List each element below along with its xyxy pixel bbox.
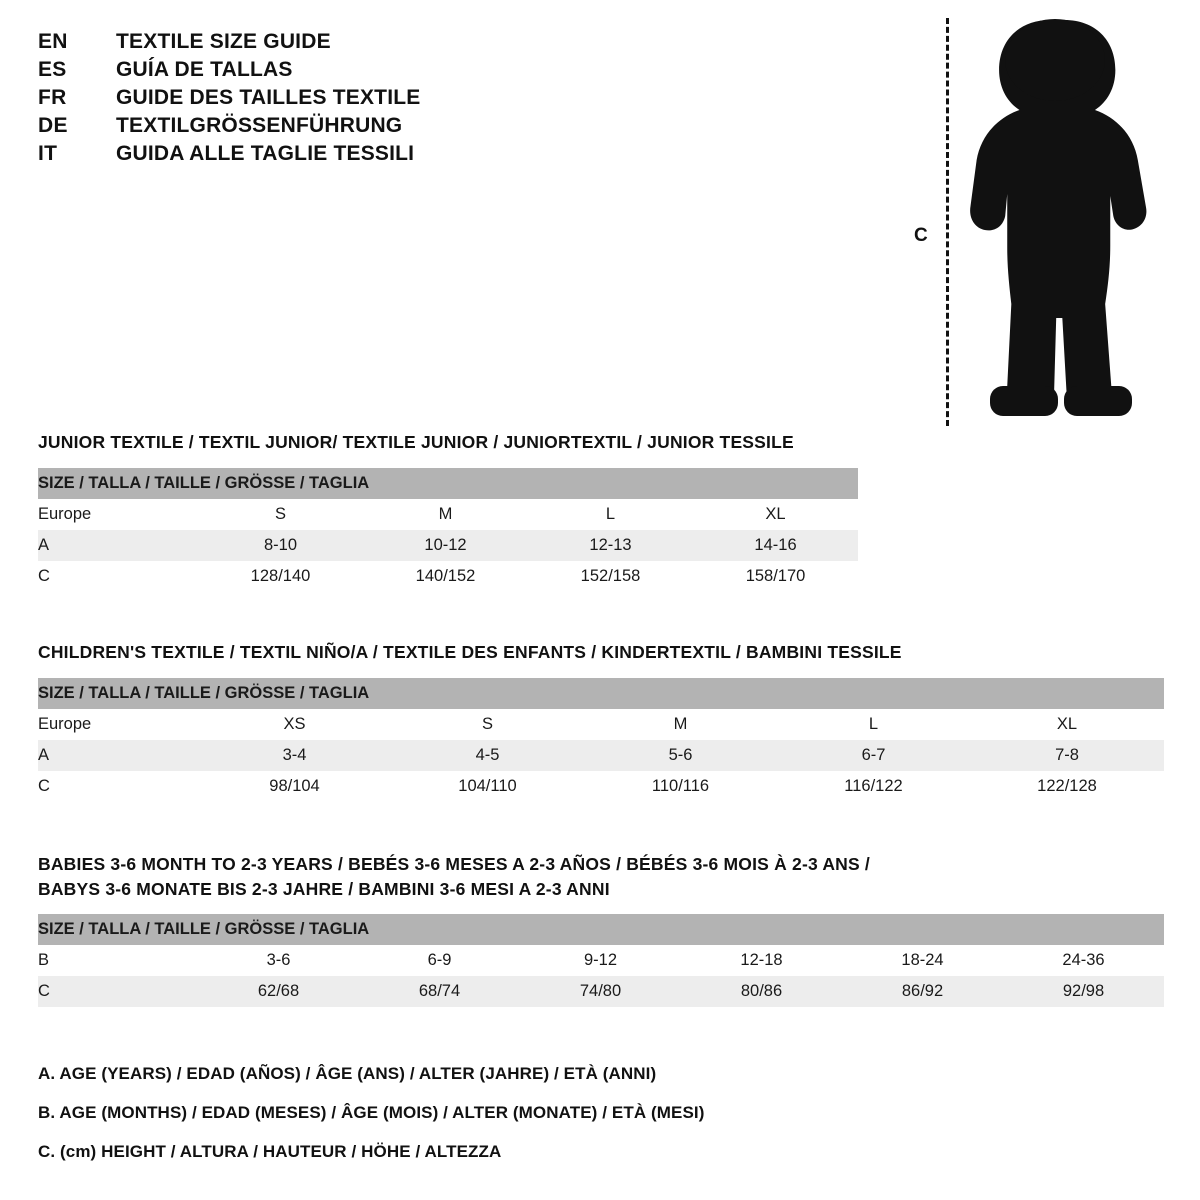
cell-value: S [391,709,584,740]
table-row [38,499,858,530]
cell-value: 6-7 [777,740,970,771]
cell-value: 24-36 [1003,945,1164,976]
table-row [38,976,1164,1007]
legend [38,1065,1038,1182]
table-header-row [38,678,1164,709]
child-silhouette-icon [954,18,1154,428]
cell-value: 12-18 [681,945,842,976]
legend-line-a: A. AGE (YEARS) / EDAD (AÑOS) / ÂGE (ANS) / ALTER (JAHRE) / ETÀ (ANNI) [38,1064,657,1083]
height-dashed-line [946,18,949,426]
cell-value: 7-8 [970,740,1164,771]
table-header-label: SIZE / TALLA / TAILLE / GRÖSSE / TAGLIA [38,468,858,499]
table-header-label: SIZE / TALLA / TAILLE / GRÖSSE / TAGLIA [38,678,1164,709]
cell-value: 62/68 [198,976,359,1007]
language-code: DE [38,114,68,137]
cell-value: 92/98 [1003,976,1164,1007]
junior-size-table [38,468,858,592]
babies-section [38,852,1164,1007]
table-header-label: SIZE / TALLA / TAILLE / GRÖSSE / TAGLIA [38,914,1164,945]
cell-value: L [777,709,970,740]
language-title: TEXTILGRÖSSENFÜHRUNG [116,114,403,137]
cell-value: XL [693,499,858,530]
junior-section [38,430,858,592]
cell-value: 68/74 [359,976,520,1007]
cell-value: 152/158 [528,561,693,592]
language-row [38,58,598,82]
children-section [38,640,1164,802]
cell-value: 6-9 [359,945,520,976]
cell-value: XL [970,709,1164,740]
height-figure [900,10,1160,430]
babies-section-title-line1: BABIES 3-6 MONTH TO 2-3 YEARS / BEBÉS 3-6 MESES A 2-3 AÑOS / BÉBÉS 3-6 MOIS À 2-3 ANS / [38,854,870,874]
cell-value: 158/170 [693,561,858,592]
cell-value: 5-6 [584,740,777,771]
language-row [38,114,598,138]
row-label: A [38,530,198,561]
cell-value: 10-12 [363,530,528,561]
language-code: IT [38,142,58,165]
legend-line-b: B. AGE (MONTHS) / EDAD (MESES) / ÂGE (MOIS) / ALTER (MONATE) / ETÀ (MESI) [38,1103,705,1122]
cell-value: 140/152 [363,561,528,592]
language-titles [38,30,598,170]
cell-value: 18-24 [842,945,1003,976]
cell-value: 12-13 [528,530,693,561]
table-header-row [38,468,858,499]
row-label: Europe [38,709,198,740]
cell-value: 74/80 [520,976,681,1007]
table-row [38,530,858,561]
babies-size-table [38,914,1164,1007]
junior-section-title: JUNIOR TEXTILE / TEXTIL JUNIOR/ TEXTILE JUNIOR / JUNIORTEXTIL / JUNIOR TESSILE [38,432,794,452]
babies-section-title-line2: BABYS 3-6 MONATE BIS 2-3 JAHRE / BAMBINI 3-6 MESI A 2-3 ANNI [38,879,610,900]
language-code: ES [38,58,67,81]
cell-value: 14-16 [693,530,858,561]
cell-value: 3-6 [198,945,359,976]
language-row [38,142,598,166]
cell-value: 128/140 [198,561,363,592]
cell-value: 122/128 [970,771,1164,802]
cell-value: 8-10 [198,530,363,561]
table-row [38,740,1164,771]
cell-value: 80/86 [681,976,842,1007]
cell-value: M [584,709,777,740]
language-title: GUÍA DE TALLAS [116,58,293,81]
row-label: C [38,561,198,592]
row-label: A [38,740,198,771]
table-row [38,945,1164,976]
language-title: TEXTILE SIZE GUIDE [116,30,331,53]
language-code: FR [38,86,67,109]
language-code: EN [38,30,68,53]
cell-value: 110/116 [584,771,777,802]
cell-value: S [198,499,363,530]
language-row [38,86,598,110]
cell-value: 9-12 [520,945,681,976]
cell-value: 104/110 [391,771,584,802]
cell-value: 3-4 [198,740,391,771]
legend-line-c: C. (cm) HEIGHT / ALTURA / HAUTEUR / HÖHE / ALTEZZA [38,1142,502,1161]
cell-value: M [363,499,528,530]
figure-measure-label: C [914,225,928,246]
row-label: C [38,771,198,802]
row-label: B [38,945,198,976]
children-section-title: CHILDREN'S TEXTILE / TEXTIL NIÑO/A / TEXTILE DES ENFANTS / KINDERTEXTIL / BAMBINI TESSILE [38,642,902,662]
language-title: GUIDE DES TAILLES TEXTILE [116,86,421,109]
cell-value: 86/92 [842,976,1003,1007]
row-label: Europe [38,499,198,530]
table-row [38,709,1164,740]
cell-value: 4-5 [391,740,584,771]
row-label: C [38,976,198,1007]
language-title: GUIDA ALLE TAGLIE TESSILI [116,142,415,165]
table-row [38,561,858,592]
children-size-table [38,678,1164,802]
cell-value: 98/104 [198,771,391,802]
table-row [38,771,1164,802]
cell-value: 116/122 [777,771,970,802]
table-header-row [38,914,1164,945]
cell-value: XS [198,709,391,740]
language-row [38,30,598,54]
cell-value: L [528,499,693,530]
